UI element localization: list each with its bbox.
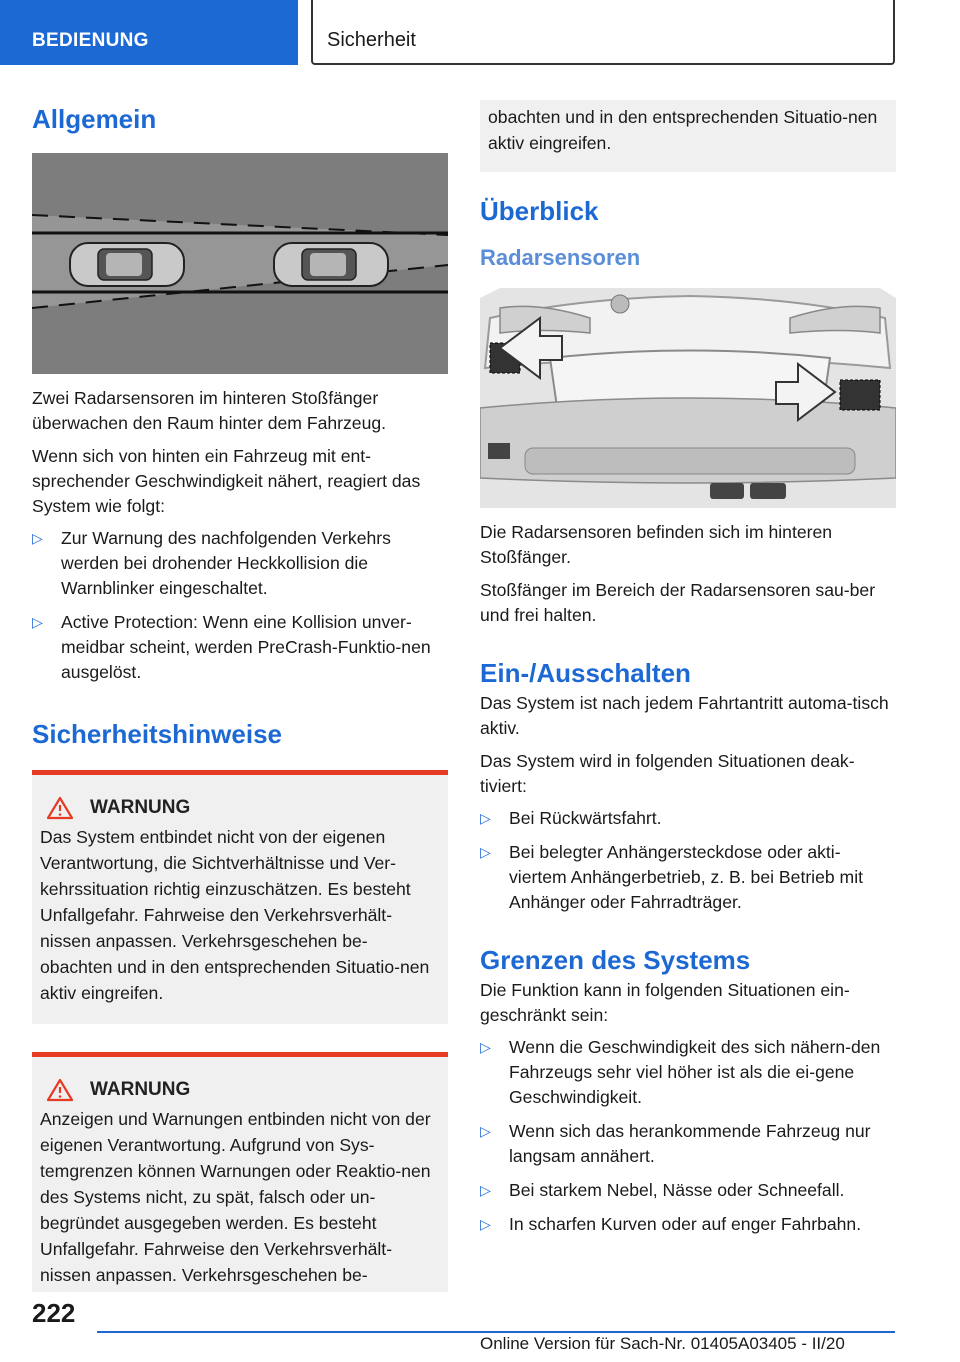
onoff-paragraph-2: Das System wird in folgenden Situationen deak-tiviert:: [480, 750, 855, 796]
warning-box-2: [32, 1052, 448, 1292]
list-item: ▷ Bei starkem Nebel, Nässe oder Schneefall.: [480, 1178, 896, 1203]
triangle-bullet-icon: ▷: [32, 530, 43, 547]
rear-bumper-figure: [480, 288, 896, 508]
page-number: 222: [32, 1298, 76, 1328]
heading-sicherheitshinweise: Sicherheitshinweise: [32, 719, 282, 750]
triangle-bullet-icon: ▷: [480, 1038, 491, 1055]
limits-intro: Die Funktion kann in folgenden Situationen ein-geschränkt sein:: [480, 979, 850, 1025]
list-item: ▷ Wenn die Geschwindigkeit des sich nähern-den Fahrzeugs sehr viel höher ist als die ei-gene Geschwindigkeit.: [480, 1036, 881, 1107]
warning-box-1: [32, 770, 448, 1024]
heading-ueberblick: Überblick: [480, 196, 599, 226]
intro-paragraph-2: Wenn sich von hinten ein Fahrzeug mit ent-sprechender Geschwindigkeit nähert, reagiert das System wie folgt:: [32, 446, 421, 517]
triangle-bullet-icon: ▷: [32, 614, 43, 631]
onoff-paragraph-1: Das System ist nach jedem Fahrtantritt automa-tisch aktiv.: [480, 692, 889, 738]
heading-radarsensoren: Radarsensoren: [480, 245, 641, 271]
rear-bumper-illustration: [480, 288, 896, 508]
right-column: [480, 100, 896, 1237]
list-item: ▷ In scharfen Kurven oder auf enger Fahrbahn.: [480, 1212, 896, 1237]
footer-version: Online Version für Sach-Nr. 01405A03405 - II/20: [480, 1334, 845, 1353]
warning-text: Anzeigen und Warnungen entbinden nicht von der eigenen Verantwortung. Aufgrund von Sys-temgrenzen können Warnungen oder Reaktio-nen des Systems nicht, zu spät, falsch oder un-begründet ausgegeben werden. Es besteht Unfallgefahr. Fahrweise den Verkehrsverhält-nissen anpassen. Verkehrsgeschehen be-: [40, 1109, 431, 1286]
intro-paragraph-1: Zwei Radarsensoren im hinteren Stoßfänger überwachen den Raum hinter dem Fahrzeug.: [32, 388, 387, 434]
triangle-bullet-icon: ▷: [480, 1181, 491, 1198]
triangle-bullet-icon: ▷: [480, 843, 491, 860]
heading-ein-ausschalten: Ein-/Ausschalten: [480, 657, 691, 688]
section-tab: [0, 0, 298, 65]
warning-text: obachten und in den entsprechenden Situatio-nen aktiv eingreifen.: [488, 107, 878, 153]
topic-box: [311, 0, 895, 65]
radar-zone-illustration: [32, 153, 448, 374]
left-column: [32, 100, 448, 1292]
footer-divider: [97, 1331, 895, 1333]
radar-zone-figure: [32, 153, 448, 374]
heading-grenzen: Grenzen des Systems: [480, 944, 751, 975]
topic-label: Sicherheit: [327, 29, 416, 51]
radar-paragraph-2: Stoßfänger im Bereich der Radarsensoren sau-ber und frei halten.: [480, 579, 876, 625]
warning-text: Das System entbindet nicht von der eigenen Verantwortung, die Sichtverhältnisse und Ver-kehrssituation richtig einzuschätzen. Es besteht Unfallgefahr. Fahrweise den Verkehrsverhält-nissen anpassen. Verkehrsgeschehen be-obachten und in den entsprechenden Situatio-nen aktiv eingreifen.: [40, 827, 430, 1004]
warning-box-2-continued: [480, 100, 896, 172]
list-item: ▷ Zur Warnung des nachfolgenden Verkehrs werden bei drohender Heckkollision die Warnblinker eingeschaltet.: [32, 528, 391, 599]
triangle-bullet-icon: ▷: [480, 1122, 491, 1139]
limits-list: [480, 1035, 896, 1237]
list-item: ▷ Active Protection: Wenn eine Kollision unver-meidbar scheint, werden PreCrash-Funktio-nen ausgelöst.: [32, 612, 431, 683]
warning-triangle-icon: [46, 1078, 74, 1102]
section-label: BEDIENUNG: [32, 30, 149, 51]
list-item: ▷ Bei Rückwärtsfahrt.: [480, 806, 896, 831]
triangle-bullet-icon: ▷: [480, 1215, 491, 1232]
deactivation-list: [480, 806, 896, 915]
radar-paragraph-1: Die Radarsensoren befinden sich im hinteren Stoßfänger.: [480, 521, 833, 567]
car-right-icon: [274, 243, 388, 286]
reaction-list: [32, 526, 448, 685]
triangle-bullet-icon: ▷: [480, 809, 491, 826]
list-item: ▷ Bei belegter Anhängersteckdose oder akti-viertem Anhängerbetrieb, z. B. bei Betrieb mit Anhänger oder Fahrradträger.: [480, 841, 864, 912]
warning-label: WARNUNG: [90, 1079, 191, 1101]
heading-allgemein: Allgemein: [32, 104, 157, 134]
list-item: ▷ Wenn sich das herankommende Fahrzeug nur langsam annähert.: [480, 1120, 871, 1166]
warning-triangle-icon: [46, 796, 74, 820]
car-left-icon: [70, 243, 184, 286]
warning-label: WARNUNG: [90, 797, 191, 819]
